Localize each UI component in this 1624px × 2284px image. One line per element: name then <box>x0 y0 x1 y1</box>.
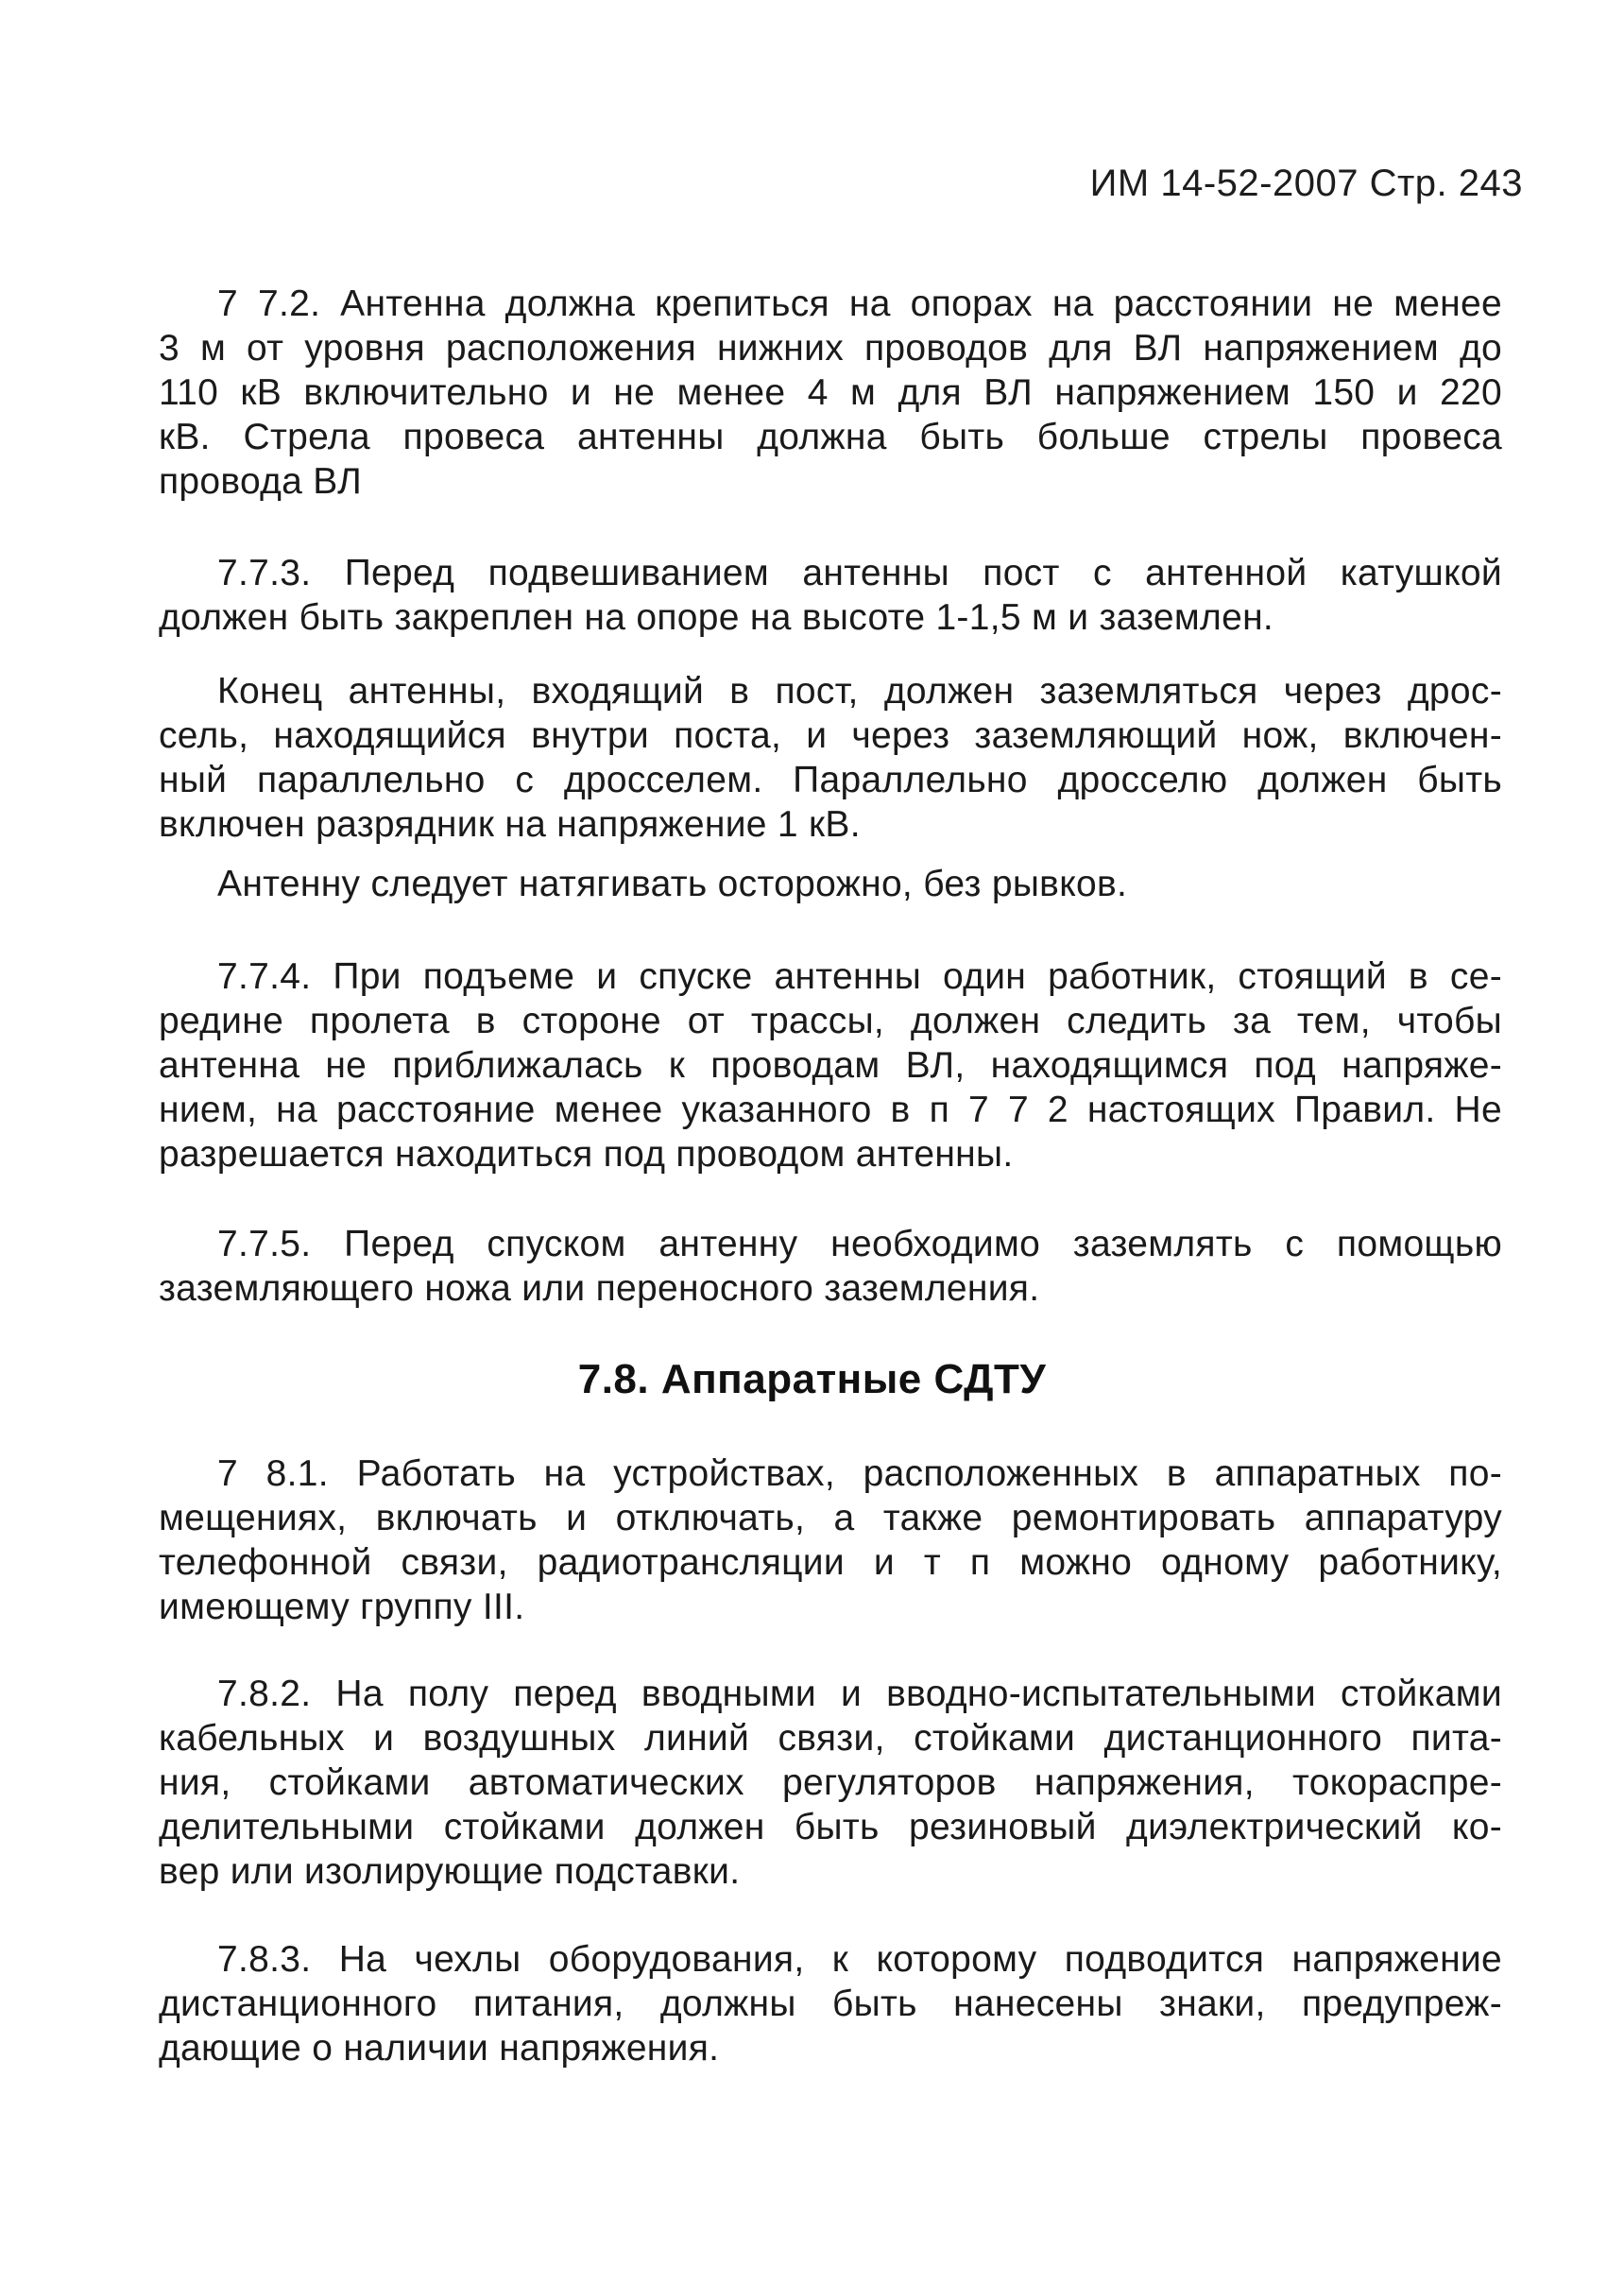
text-line: нием, на расстояние менее указанного в п 7 7 2 настоящих Правил. Не <box>159 1090 1502 1130</box>
paragraph-7-8-1 <box>159 1451 1502 1629</box>
page-header: ИМ 14-52-2007 Стр. 243 <box>1089 163 1523 204</box>
text-line: Конец антенны, входящий в пост, должен заземляться через дрос- <box>217 671 1502 712</box>
paragraph-7-7-3 <box>159 551 1502 640</box>
text-line: ный параллельно с дросселем. Параллельно дросселю должен быть <box>159 760 1502 800</box>
paragraph-7-8-3 <box>159 1937 1502 2070</box>
paragraph-antenna-tension <box>159 862 1502 906</box>
text-line: антенна не приближалась к проводам ВЛ, находящимся под напряже- <box>159 1045 1502 1086</box>
text-line: 110 кВ включительно и не менее 4 м для ВЛ напряжением 150 и 220 <box>159 372 1502 413</box>
text-line: ния, стойками автоматических регуляторов напряжения, токораспре- <box>159 1762 1502 1803</box>
text-line: дающие о наличии напряжения. <box>159 2028 720 2069</box>
text-line: 7.8.2. На полу перед вводными и вводно-испытательными стойками <box>217 1674 1502 1714</box>
paragraph-antenna-end <box>159 669 1502 847</box>
text-line: 3 м от уровня расположения нижних проводов для ВЛ напряжением до <box>159 328 1502 369</box>
text-line: 7 7.2. Антенна должна крепиться на опорах на расстоянии не менее <box>217 283 1502 324</box>
text-line: кабельных и воздушных линий связи, стойками дистанционного пита- <box>159 1718 1502 1759</box>
text-line: вер или изолирующие подставки. <box>159 1851 741 1892</box>
text-line: заземляющего ножа или переносного заземления. <box>159 1268 1040 1309</box>
text-line: имеющему группу III. <box>159 1587 525 1627</box>
text-line: 7.7.3. Перед подвешиванием антенны пост с антенной катушкой <box>217 553 1502 593</box>
text-line: Антенну следует натягивать осторожно, без рывков. <box>217 864 1128 904</box>
text-line: дистанционного питания, должны быть нанесены знаки, предупреж- <box>159 1983 1502 2024</box>
paragraph-7-7-4 <box>159 954 1502 1176</box>
text-line: мещениях, включать и отключать, а также ремонтировать аппаратуру <box>159 1498 1502 1538</box>
text-line: редине пролета в стороне от трассы, должен следить за тем, чтобы <box>159 1001 1502 1041</box>
paragraph-7-7-5 <box>159 1222 1502 1311</box>
text-line: должен быть закреплен на опоре на высоте 1-1,5 м и заземлен. <box>159 597 1274 638</box>
text-line: сель, находящийся внутри поста, и через заземляющий нож, включен- <box>159 715 1502 756</box>
section-heading: 7.8. Аппаратные СДТУ <box>577 1356 1047 1402</box>
text-line: 7 8.1. Работать на устройствах, расположенных в аппаратных по- <box>217 1453 1502 1494</box>
text-line: 7.7.5. Перед спуском антенну необходимо заземлять с помощью <box>217 1224 1502 1264</box>
text-line: 7.8.3. На чехлы оборудования, к которому подводится напряжение <box>217 1939 1502 1980</box>
text-line: провода ВЛ <box>159 461 363 502</box>
text-line: телефонной связи, радиотрансляции и т п можно одному работнику, <box>159 1542 1502 1583</box>
paragraph-7-7-2 <box>159 282 1502 504</box>
text-line: кВ. Стрела провеса антенны должна быть больше стрелы провеса <box>159 417 1502 457</box>
text-line: делительными стойками должен быть резиновый диэлектрический ко- <box>159 1807 1502 1847</box>
text-line: 7.7.4. При подъеме и спуске антенны один работник, стоящий в се- <box>217 956 1502 997</box>
paragraph-7-8-2 <box>159 1672 1502 1894</box>
text-line: включен разрядник на напряжение 1 кВ. <box>159 804 861 845</box>
text-line: разрешается находиться под проводом антенны. <box>159 1134 1014 1175</box>
